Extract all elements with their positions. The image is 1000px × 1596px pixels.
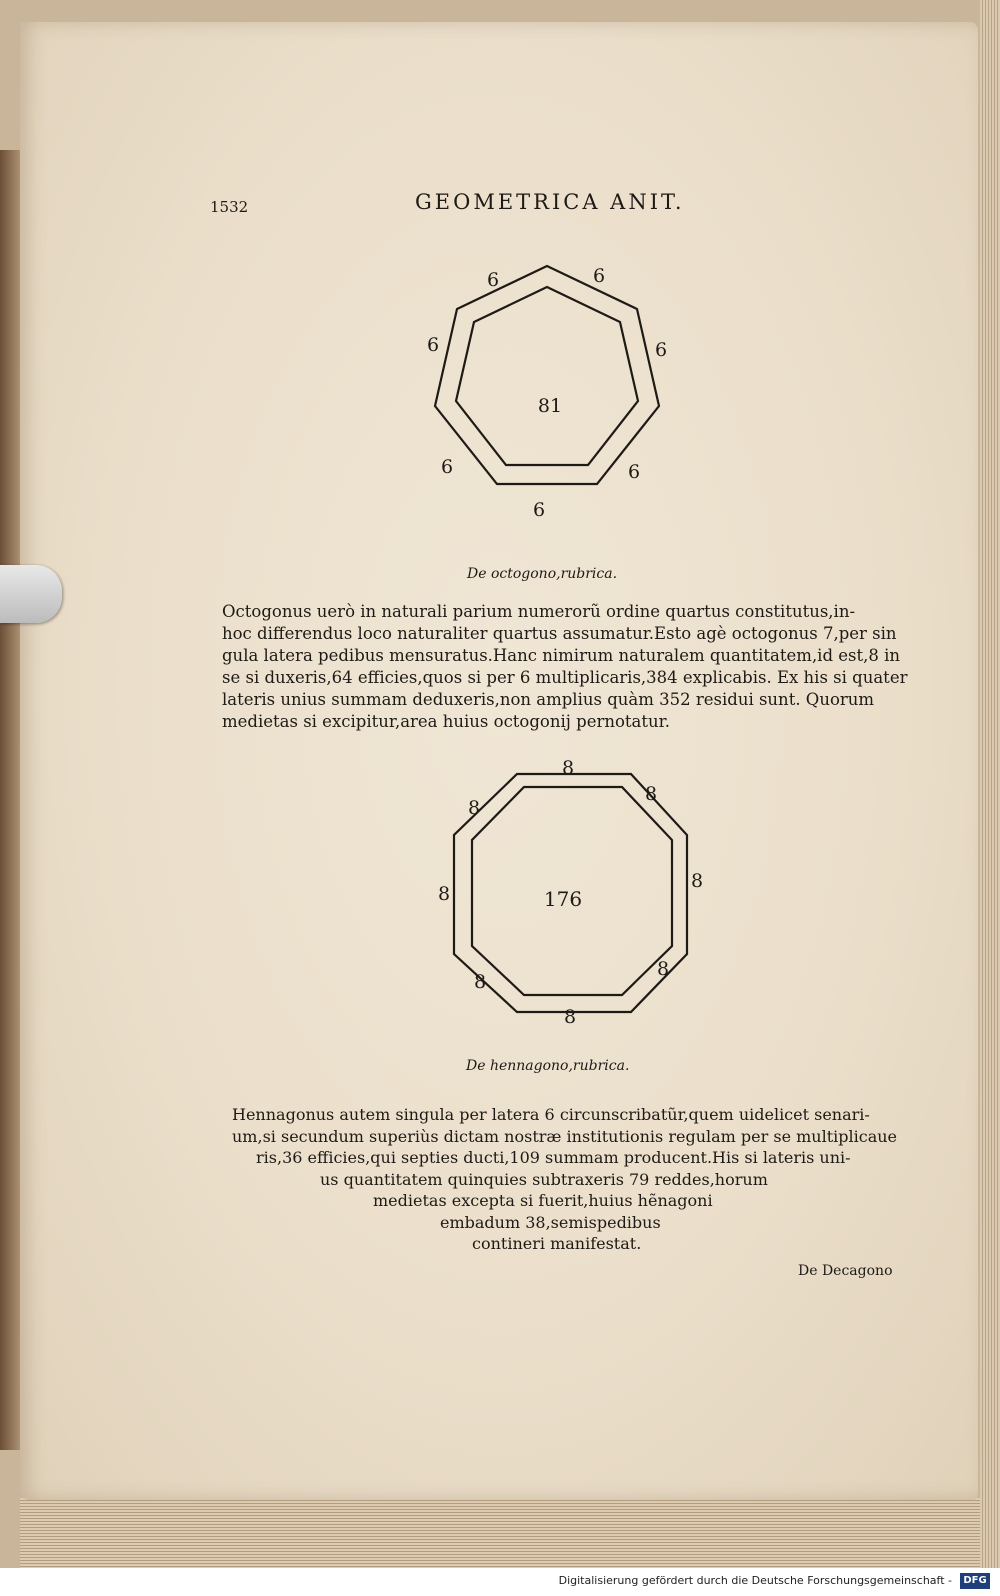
octagon-side-label: 8 [437,883,451,905]
text-line: Octogonus uerò in naturali parium numerorũ ordine quartus constitutus,in- [222,602,856,621]
text-line: Hennagonus autem singula per latera 6 circunscribatũr,quem uidelicet senari- [232,1105,870,1124]
heptagon-side-label: 6 [486,269,500,291]
figure-caption: De hennagono,rubrica. [466,1058,630,1074]
octagon-side-label: 8 [563,1006,577,1028]
text-line: embadum 38,semispedibus [440,1212,661,1232]
octagon-side-label: 8 [656,958,670,980]
text-line: lateris unius summam deduxeris,non amplius quàm 352 residui sunt. Quorum [222,690,875,709]
heptagon-side-label: 6 [532,499,546,521]
octagon-side-label: 8 [690,870,704,892]
heptagon-area-label: 81 [537,395,563,417]
heptagon-side-label: 6 [440,456,454,478]
text-line: gula latera pedibus mensuratus.Hanc nimirum naturalem quantitatem,id est,8 in [222,646,901,665]
page-edges-right [980,0,1000,1568]
heptagon-figure [400,250,680,530]
octagon-side-label: 8 [644,783,658,805]
heptagon-side-label: 6 [592,265,606,287]
text-line: hoc differendus loco naturaliter quartus assumatur.Esto agè octogonus 7,per sin [222,624,897,643]
text-line: ris,36 efficies,qui septies ducti,109 summam producent.His si lateris uni- [256,1148,851,1167]
figure-caption: De octogono,rubrica. [467,566,618,582]
text-line: se si duxeris,64 efficies,quos si per 6 multiplicaris,384 explicabis. Ex his si quater [222,668,908,687]
heptagon-side-label: 6 [426,334,440,356]
page-number: 1532 [210,198,249,216]
heptagon-inner-outline [456,287,638,465]
catchword: De Decagono [798,1263,893,1279]
octagon-figure [420,750,720,1030]
page-edges-bottom [20,1498,990,1568]
credit-bar [0,1568,1000,1596]
text-line: medietas si excipitur,area huius octogonij pernotatur. [222,712,670,731]
heptagon-outer-outline [435,266,659,484]
octagon-side-label: 8 [473,971,487,993]
running-title: GEOMETRICA ANIT. [415,190,685,214]
octagon-side-label: 8 [561,757,575,779]
octagon-side-label: 8 [467,797,481,819]
heptagon-side-label: 6 [654,339,668,361]
text-line: us quantitatem quinquies subtraxeris 79 reddes,horum [320,1169,768,1189]
text-line: medietas excepta si fuerit,huius hẽnagoni [373,1191,713,1210]
text-line: contineri manifestat. [472,1234,642,1253]
text-line: um,si secundum superiùs dictam nostræ institutionis regulam per se multiplicaue [232,1126,898,1146]
credit-text: Digitalisierung gefördert durch die Deutsche Forschungsgemeinschaft - [558,1574,952,1587]
dfg-logo: DFG [960,1573,990,1589]
body-paragraph [232,1104,897,1255]
octagon-area-label: 176 [543,887,583,911]
heptagon-side-label: 6 [627,461,641,483]
body-paragraph [222,601,907,733]
bookmark-tab [0,565,62,623]
